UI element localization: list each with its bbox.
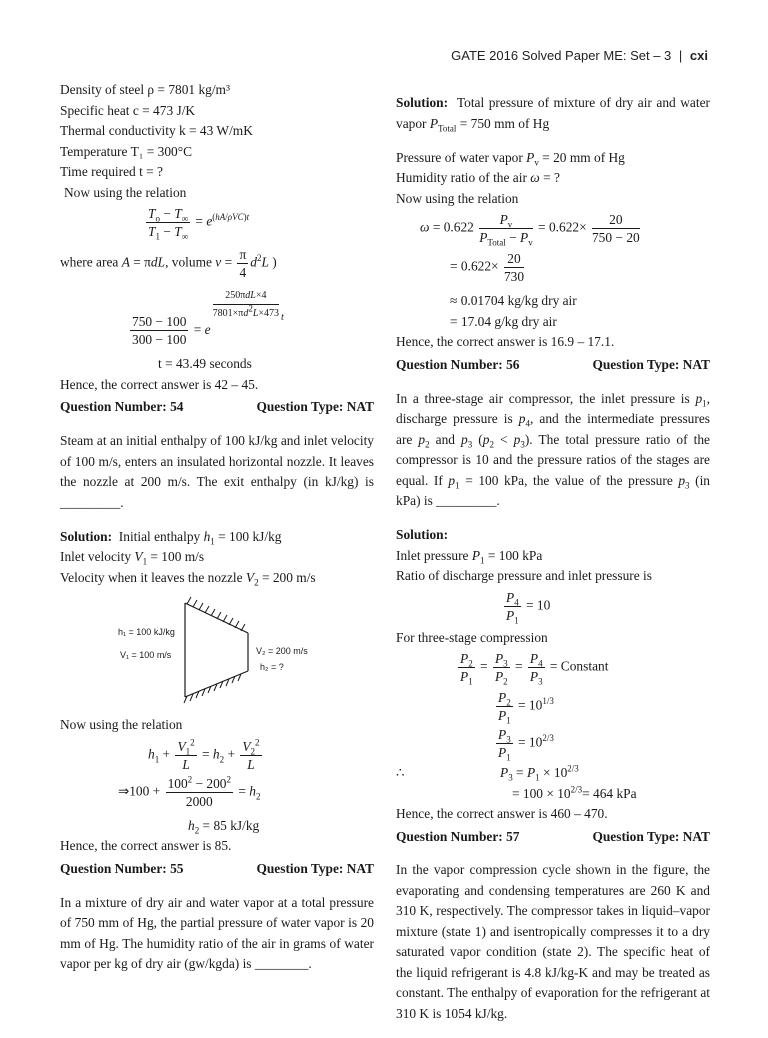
question-56-type: Question Type: NAT <box>592 356 710 372</box>
insulation-hatch-top <box>187 597 245 631</box>
answer-53: Hence, the correct answer is 42 – 45. <box>60 376 259 392</box>
equation-energy-balance: $h_1$ + $\frac{V_1^2}{L}$ = $h_2$ + $\frac{V_2^2}{L}$ <box>148 737 260 772</box>
equation-total-ratio: $\frac{P_4}{P_1}$ = 10 <box>506 589 551 626</box>
solution-54-exit-velocity: Velocity when it leaves the nozzle $V_2 = 200$ m/s <box>60 569 316 588</box>
running-header <box>451 48 708 63</box>
equation-equal-ratios: $\frac{P_2}{P_1}$ = $\frac{P_3}{P_2}$ = $\frac{P_4}{P_3}$ = Constant <box>460 651 609 687</box>
question-54-number: Question Number: 54 <box>60 399 184 415</box>
solution-56-heading: Solution: <box>396 527 449 543</box>
result-exit-enthalpy: $h_2 = 85$ kJ/kg <box>188 817 260 836</box>
equation-stage-ratio-1: $\frac{P_2}{P_1}$ = $10^{1/3}$ <box>498 690 554 726</box>
question-54-type: Question Type: NAT <box>256 399 374 415</box>
result-p3-formula: $P_3 = P_1 \times 10^{2/3}$ <box>500 763 579 783</box>
insulation-hatch-bottom <box>184 674 241 703</box>
area-volume-note: where area A = πdL, volume v = $\frac{\pi}{4}$ $d^2L$ ) <box>60 247 277 280</box>
label-h2: h₂ = ? <box>260 662 284 673</box>
page-number: cxi <box>689 48 708 63</box>
header-separator: | <box>678 48 683 63</box>
solution-56-ratio-intro: Ratio of discharge pressure and inlet pressure is <box>396 568 652 584</box>
question-57-number: Question Number: 57 <box>396 828 520 844</box>
answer-55: Hence, the correct answer is 16.9 – 17.1. <box>396 334 615 350</box>
solution-54-inlet-velocity: Inlet velocity $V_1 = 100$ m/s <box>60 549 205 567</box>
equation-humidity-simplified: = 0.622× $\frac{20}{730}$ <box>450 251 525 285</box>
result-humidity-g: = 17.04 g/kg dry air <box>450 313 557 329</box>
time-required: Time required t = ? <box>60 164 164 179</box>
given-conductivity: Thermal conductivity k = 43 W/mK <box>60 123 253 138</box>
given-density: Density of steel ρ = 7801 kg/m³ <box>60 82 230 97</box>
question-56-header <box>396 355 710 376</box>
equation-humidity-ratio: ω = 0.622 $\frac{P_v}{P_{Total} - P_v}$ = 0.622× $\frac{20}{750 - 20}$ <box>420 212 640 248</box>
solution-55-vapor-pressure: Pressure of water vapor $P_v = 20$ mm of Hg <box>396 149 625 168</box>
given-temperature: Temperature T₁ = 300°C <box>60 143 193 159</box>
question-57-text: In the vapor compression cycle shown in the figure, the evaporating and condensing temperatures are 260 K and 310 K, respectively. The compressor takes in liquid–vapor mixture (state 1) and isentropically compresses it to a dry saturated vapor condition (state 2). The specific heat of the liquid refrigerant is 4.8 kJ/kg-K and may be treated as constant. The enthalpy of evaporation for the refrigerant at 310 K is 1054 kJ/kg. <box>396 862 710 1021</box>
question-54-header <box>60 397 374 418</box>
question-56-text: In a three-stage air compressor, the inlet pressure is $p_1$, discharge pressure is $p_4$, and the intermediate pressures are $p_2$ and $p_3$ $(p_2 < p_3)$. The total pressure ratio of the compressor is 10 and the pressure ratios of the stages are equal. If $p_1 = 100$ kPa, the value of the pressure $p_3$ (in kPa) is _________. <box>396 390 710 509</box>
question-55-number: Question Number: 55 <box>60 860 184 876</box>
solution-55-humidity: Humidity ratio of the air ω = ? <box>396 170 560 186</box>
result-humidity-kg: ≈ 0.01704 kg/kg dry air <box>450 293 577 309</box>
solution-56-inlet: Inlet pressure $P_1 = 100$ kPa <box>396 547 543 566</box>
solution-54-enthalpy: Solution: Initial enthalpy $h_1 = 100$ kJ/kg <box>60 528 282 547</box>
solution-55-total-pressure: Solution: Total pressure of mixture of dry air and water vapor $P_{Total} = 750$ mm of Hg <box>396 95 710 134</box>
result-p3-value: = $100 \times 10^{2/3}= 464$ kPa <box>512 784 637 801</box>
given-specific-heat: Specific heat c = 473 J/K <box>60 102 196 118</box>
result-p3-row <box>396 763 710 784</box>
question-56-number: Question Number: 56 <box>396 356 520 372</box>
label-v2: V₂ = 200 m/s <box>256 646 308 657</box>
question-54-text: Steam at an initial enthalpy of 100 kJ/kg and inlet velocity of 100 m/s, enters an insulated horizontal nozzle. It leaves the nozzle at 200 m/s. The exit enthalpy (in kJ/kg) is _________. <box>60 433 374 510</box>
label-v1: V₁ = 100 m/s <box>120 650 172 661</box>
answer-54: Hence, the correct answer is 85. <box>60 838 232 854</box>
left-column <box>60 80 374 988</box>
right-column <box>396 80 710 1038</box>
relation-intro: Now using the relation <box>64 184 187 200</box>
solution-55-relation: Now using the relation <box>396 190 519 206</box>
equation-substituted: $\frac{750 - 100}{300 - 100}$ = e $\frac{\text{250πdL×4}}{7801\times\pi d^2L\times 473}$ $^t$ <box>60 287 374 348</box>
nozzle-diagram <box>60 591 374 711</box>
answer-56: Hence, the correct answer is 460 – 470. <box>396 806 608 822</box>
question-57-type: Question Type: NAT <box>592 828 710 844</box>
solution-56-three-stage: For three-stage compression <box>396 629 548 645</box>
relation-intro-2: Now using the relation <box>60 717 183 733</box>
question-55-type: Question Type: NAT <box>256 860 374 876</box>
question-57-header <box>396 827 710 848</box>
equation-lumped-capacity: $\frac{T_o - T_\infty}{T_1 - T_\infty}$ = $e^{(hA/\rho VC)t}$ <box>148 206 250 242</box>
question-55-text: In a mixture of dry air and water vapor at a total pressure of 750 mm of Hg, the partial pressure of water vapor is 20 mm of Hg. The humidity ratio of the air in grams of water vapor per kg of dry air (gw/kgda) is ________. <box>60 894 374 972</box>
label-h1: h₁ = 100 kJ/kg <box>118 627 175 638</box>
equation-stage-ratio-2: $\frac{P_3}{P_1}$ = $10^{2/3}$ <box>498 727 554 763</box>
equation-energy-substituted: ⇒100 + $\frac{100^2 - 200^2}{2000}$ = $h_2$ <box>118 774 261 809</box>
nozzle-outline <box>185 603 248 697</box>
therefore-symbol: ∴ <box>396 765 405 781</box>
question-55-header <box>60 859 374 880</box>
header-title: GATE 2016 Solved Paper ME: Set – 3 <box>451 48 672 63</box>
result-time: t = 43.49 seconds <box>158 356 252 372</box>
